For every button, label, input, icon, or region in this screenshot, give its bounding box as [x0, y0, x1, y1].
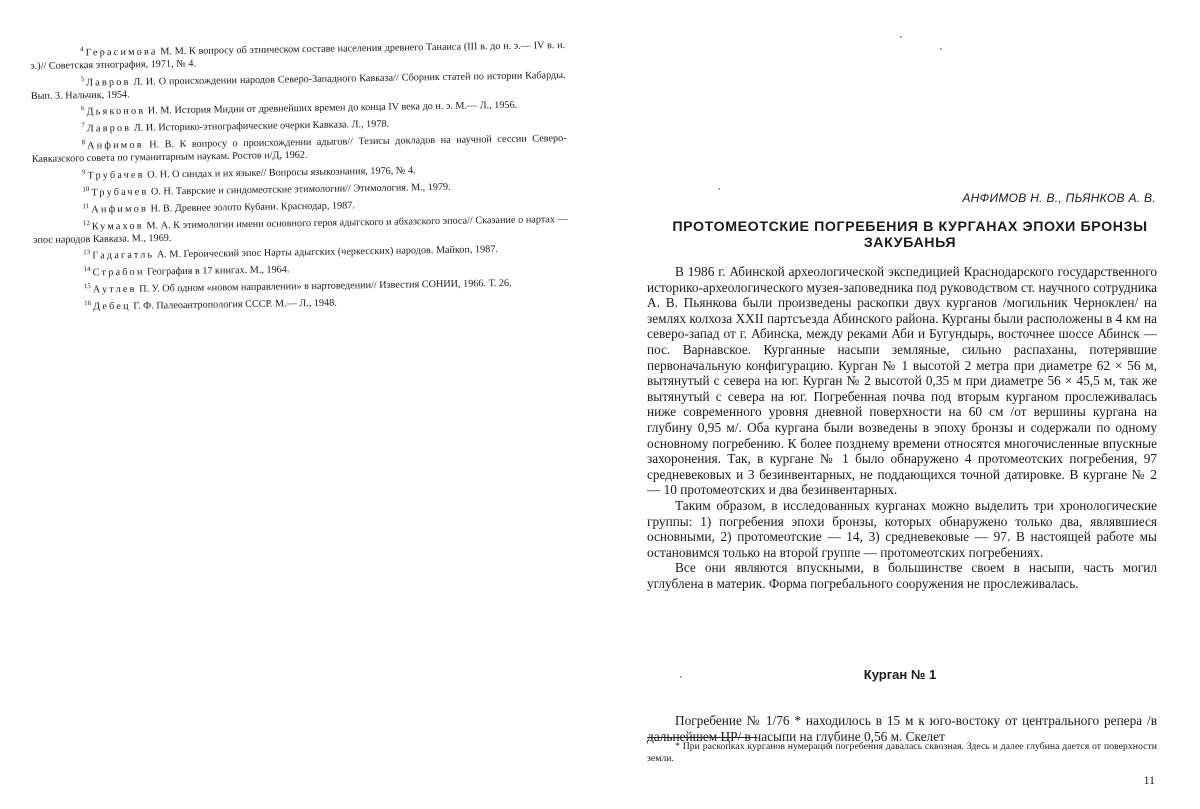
- footnote-author: Дьяконов: [86, 105, 146, 118]
- article-title: ПРОТОМЕОТСКИЕ ПОГРЕБЕНИЯ В КУРГАНАХ ЭПОХИ БРОНЗЫ ЗАКУБАНЬЯ: [672, 219, 1148, 251]
- left-page: [0, 0, 590, 809]
- footnote-author: Страбон: [92, 266, 145, 279]
- footnote-text: Л. И. О происхождении народов Северо-Западного Кавказа// Сборник статей по истории Кабарды. Вып. 3. Нальчик, 1954.: [30, 69, 566, 102]
- footnote-text: М. М. К вопросу об этническом составе населения древнего Танаиса (III в. до н. э.— IV в. н. э.)// Советская этнография, 1971, № 4.: [30, 39, 566, 72]
- footnote-text: А. М. Героический эпос Нарты адыгских (черкесских) народов. Майкоп, 1987.: [156, 244, 499, 261]
- footnote-author: Анфимов: [87, 139, 144, 152]
- scan-speck: [900, 36, 902, 38]
- footnote-author: Герасимова: [85, 46, 158, 59]
- footnote-text: О. Н. О синдах и их языке// Вопросы языкознания, 1976, № 4.: [147, 165, 416, 181]
- article-authors: АНФИМОВ Н. В., ПЬЯНКОВ А. В.: [962, 191, 1156, 205]
- page-number: 11: [1143, 773, 1155, 787]
- right-page: [600, 0, 1200, 809]
- footnote-number: 8: [81, 138, 86, 147]
- footnote-number: 11: [82, 201, 90, 210]
- footnote-text: Г. Ф. Палеоантропология СССР. М.— Л., 1948.: [133, 297, 337, 312]
- footnote-author: Дебец: [93, 301, 131, 313]
- footnote-number: 14: [83, 265, 91, 274]
- footnote-number: 13: [83, 248, 91, 257]
- footnote-text: Н. В. К вопросу о происхождении адыгов// Тезисы докладов на научной сессии Северо-Кавказского совета по гуманитарным наукам. Ростов н/Д, 1962.: [31, 133, 567, 166]
- paragraph: Таким образом, в исследованных курганах можно выделить три хронологические группы: 1) погребения эпохи бронзы, которых обнаружено только два, являвшиеся основными, 2) протомеотские — 14, 3) средневековые — 97. В настоящей работе мы остановимся только на второй группе — протомеотских погребениях.: [647, 497, 1157, 560]
- footnote-number: 5: [80, 74, 85, 83]
- footnote-author: Гадагатль: [92, 249, 155, 262]
- footnote-author: Трубачев: [91, 186, 149, 199]
- footnote-number: 6: [80, 104, 85, 113]
- footnote-text: П. У. Об одном «новом направлении» в нартоведении// Известия СОНИИ, 1966. Т. 26.: [139, 278, 512, 295]
- footnote-author: Аутлев: [92, 283, 137, 296]
- footnote-number: 12: [82, 218, 90, 227]
- footnote-text: М. А. К этимологии имени основного героя адыгского и абхазского эпоса// Сказание о нартах — эпос народов Кавказа. М., 1969.: [32, 213, 568, 246]
- page-footnote: [647, 741, 1157, 765]
- scan-speck: [940, 48, 942, 50]
- section-heading: Курган № 1: [863, 667, 937, 682]
- footnote-number: 16: [84, 299, 92, 308]
- footnote-text: И. М. История Мидии от древнейших времен до конца IV века до н. э. М.— Л., 1956.: [147, 99, 518, 117]
- paragraph: В 1986 г. Абинской археологической экспедицией Краснодарского государственного историко-археологического музея-заповедника под руководством ст. научного сотрудника А. В. Пьянкова были произведены раскопки двух курганов /могильник Черноклен/ на землях колхоза XXII партсъезда Абинского района. Курганы были расположены в 4 км на северо-запад от г. Абинска, между реками Аби и Бугундырь, восточнее шоссе Абинск — пос. Варнавское. Курганные насыпи земляные, сильно распаханы, потерявшие первоначальную конфигурацию. Курган № 1 высотой 2 метра при диаметре 62 × 56 м, вытянутый с севера на юг. Курган № 2 высотой 0,35 м при диаметре 56 × 45,5 м, так же вытянутый с севера на юг. Погребенная почва под вторым курганом прослеживалась ниже современного уровня дневной поверхности на 60 см /от вершины кургана на глубину 0,95 м/. Оба кургана были возведены в эпоху бронзы и содержали по одному основному погребению. К более позднему времени относятся многочисленные впускные захоронения. Так, в кургане № 1 было обнаружено 4 протомеотских погребения, 97 средневековых и 3 безинвентарных, не поддающихся точной датировке. В кургане № 2 — 10 протомеотских и два безинвентарных.: [647, 264, 1157, 498]
- footnote-rule: [647, 737, 757, 738]
- footnote-number: 10: [82, 184, 90, 193]
- footnote-text: География в 17 книгах. М., 1964.: [147, 264, 290, 278]
- paragraph: Погребение № 1/76 * находилось в 15 м к юго-востоку от центрального репера /в дальнейшем ЦР/ в насыпи на глубине 0,56 м. Скелет: [647, 713, 1157, 744]
- paragraph: Все они являются впускными, в большинстве своем в насыпи, часть могил углублена в материк. Форма погребального сооружения не прослеживалась.: [647, 560, 1157, 591]
- footnote-number: 9: [81, 167, 86, 176]
- footnote-text: О. Н. Таврские и синдомеотские этимологии// Этимология. М., 1979.: [150, 181, 451, 198]
- footnote-text: Л. И. Историко-этнографические очерки Кавказа. Л., 1978.: [133, 118, 390, 134]
- footnote-number: 4: [80, 45, 84, 54]
- footnote-author: Лавров: [86, 122, 132, 135]
- section-body: [647, 713, 1157, 744]
- footnotes-list: [30, 36, 569, 316]
- footnote-text: Н. В. Древнее золото Кубани. Краснодар, 1987.: [150, 199, 355, 215]
- footnote-number: 7: [81, 121, 85, 130]
- footnote-author: Анфимов: [91, 203, 149, 216]
- scan-speck: [718, 188, 720, 190]
- footnote-number: 15: [83, 282, 91, 291]
- scan-speck: [680, 676, 682, 678]
- footnote-author: Кумахов: [91, 220, 144, 233]
- article-body: [647, 264, 1157, 591]
- footnote-text: * При раскопках курганов нумерация погребения давалась сквозная. Здесь и далее глубина дается от поверхности земли.: [647, 741, 1157, 764]
- footnote-author: Трубачев: [87, 169, 145, 182]
- footnote-author: Лавров: [86, 76, 131, 89]
